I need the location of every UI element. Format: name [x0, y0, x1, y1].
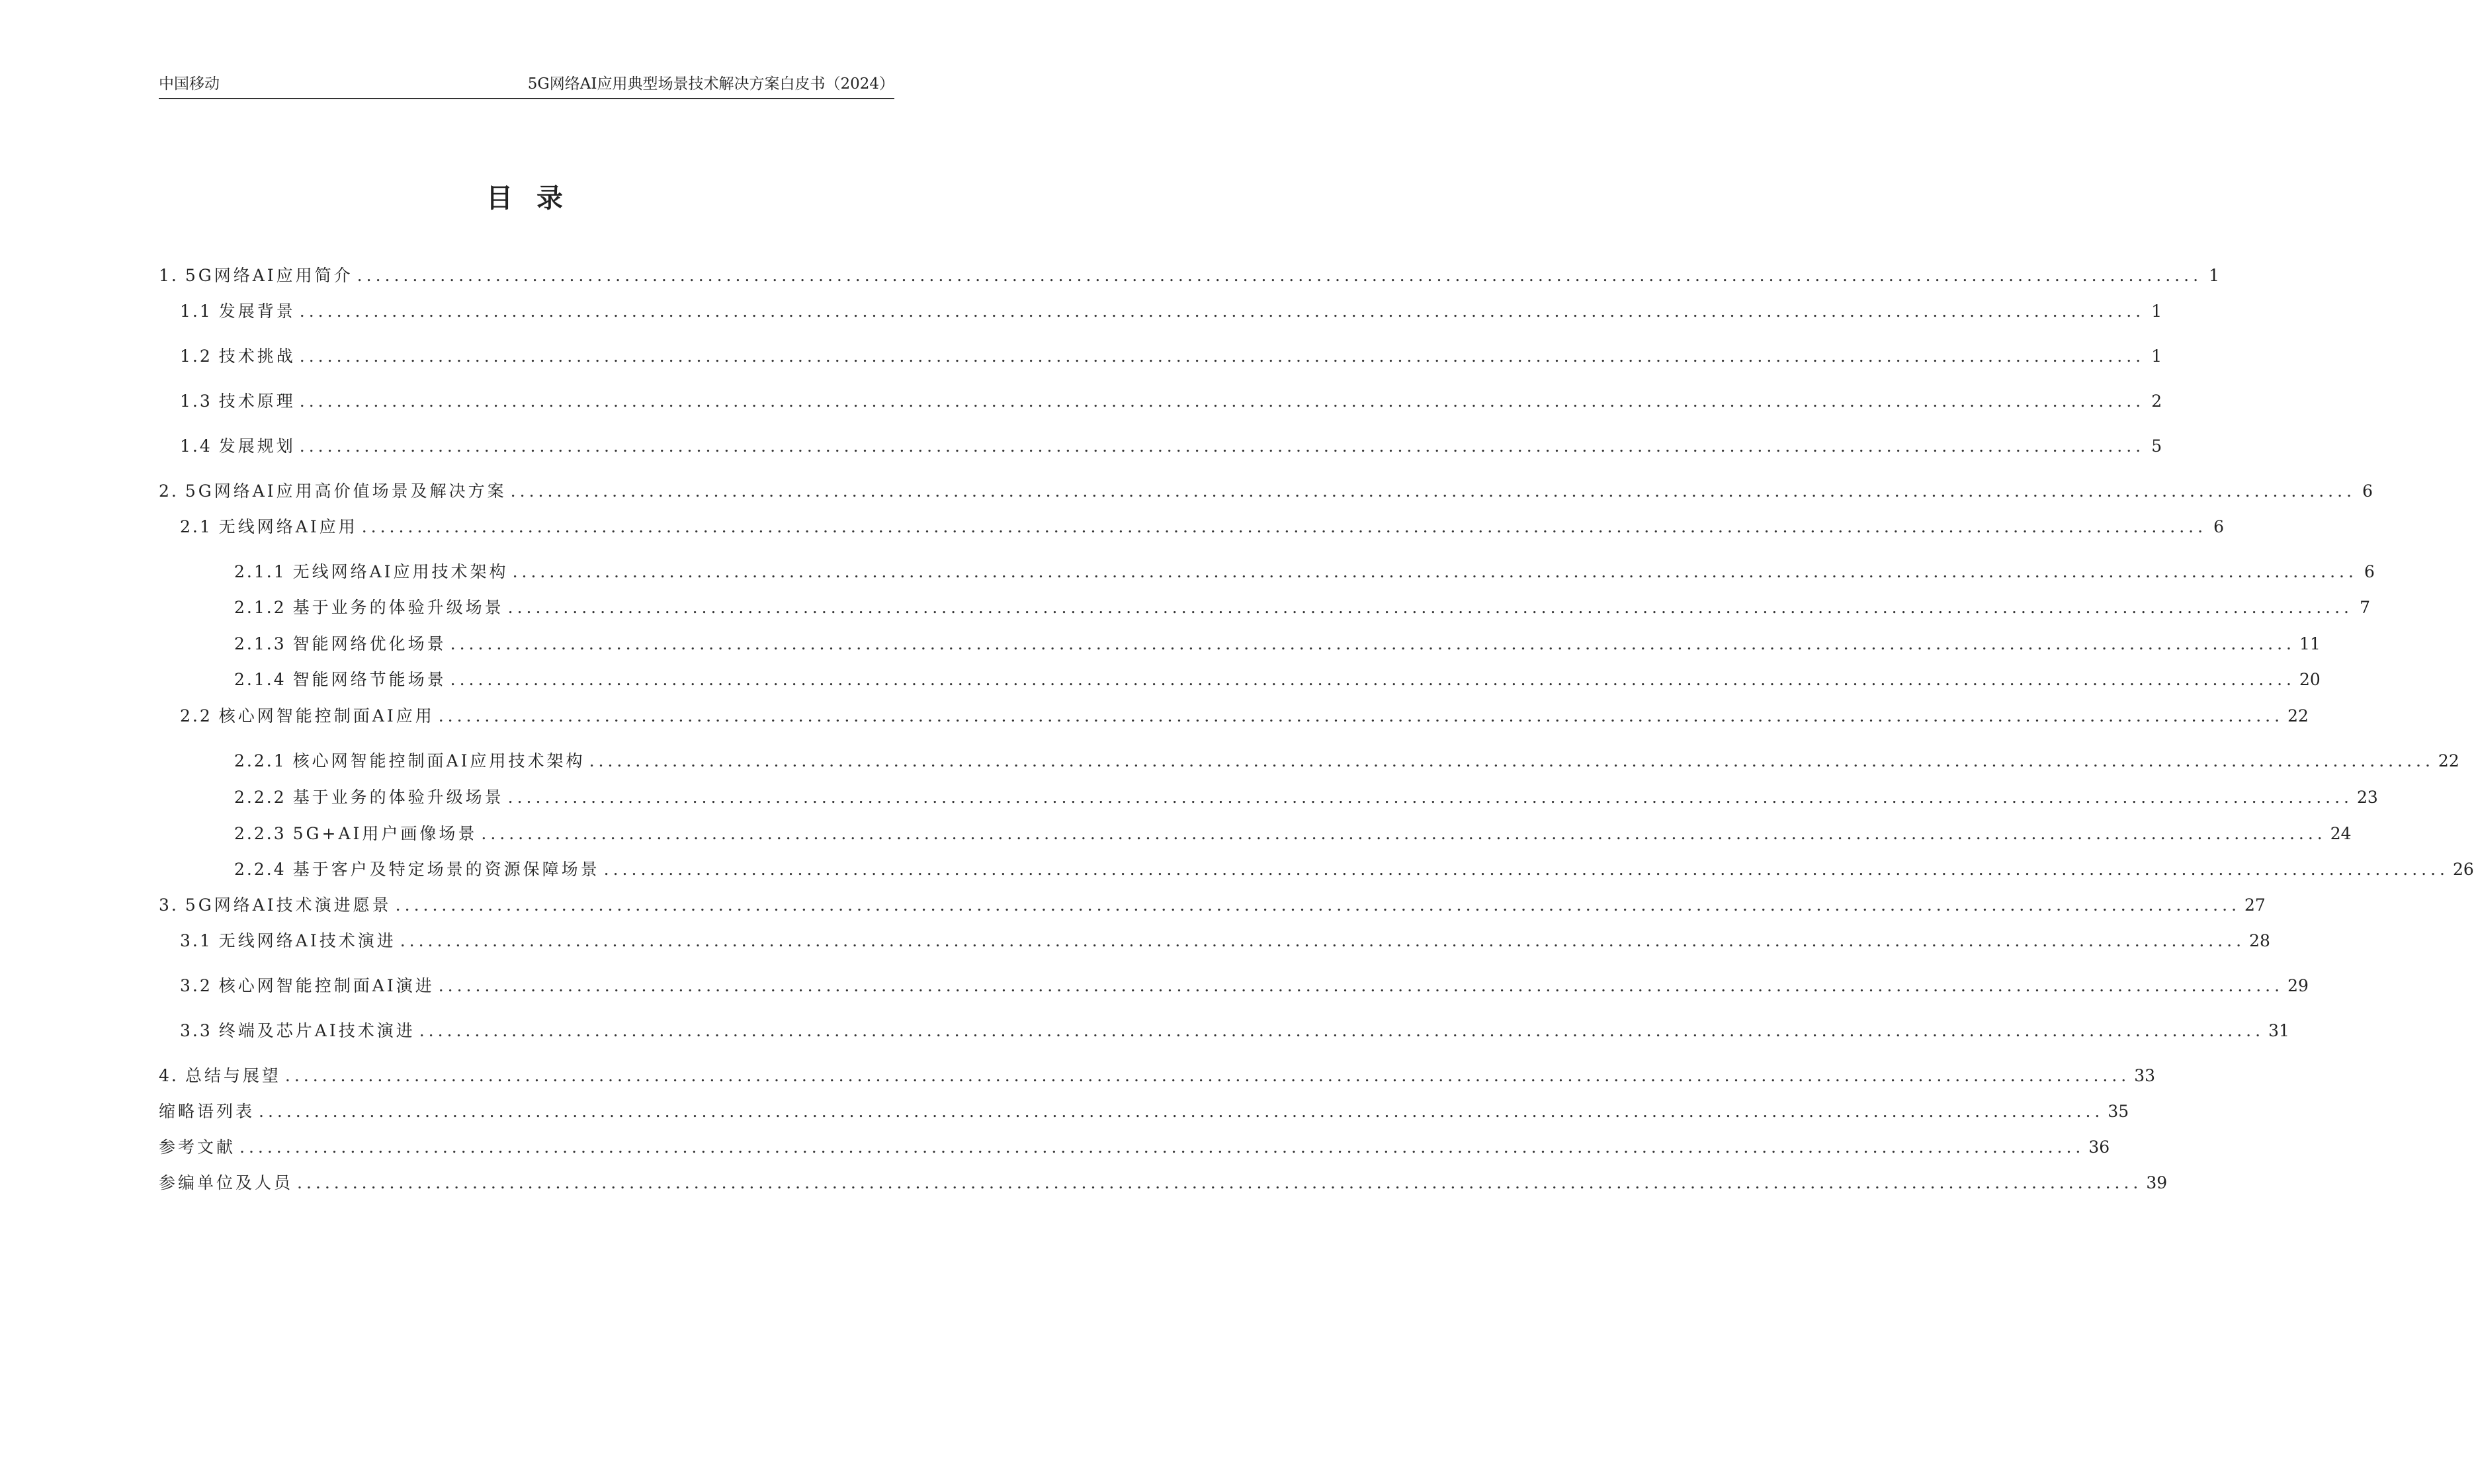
toc-dot-leader: ........................................................................................................................................................................................................ [419, 1021, 2265, 1040]
toc-entry-page: 5 [2151, 436, 2162, 456]
toc-entry-title: 终端及芯片AI技术演进 [218, 1021, 415, 1040]
toc-entry-title: 智能网络优化场景 [292, 634, 447, 653]
toc-entry[interactable] [234, 823, 2352, 845]
toc-entry-title: 无线网络AI应用技术架构 [292, 562, 509, 581]
toc-entry-title: 技术原理 [218, 392, 296, 411]
toc-entry[interactable] [180, 1020, 2289, 1042]
toc-entry-title: 发展背景 [218, 302, 296, 321]
toc-entry-page: 23 [2357, 788, 2378, 807]
toc-entry-number: 3. [159, 895, 179, 915]
toc-entry-page: 6 [2213, 517, 2225, 536]
toc-dot-leader: ........................................................................................................................................................................................................ [438, 706, 2284, 725]
toc-dot-leader: ........................................................................................................................................................................................................ [589, 751, 2434, 770]
toc-dot-leader: ........................................................................................................................................................................................................ [512, 562, 2358, 581]
toc-entry[interactable] [159, 894, 2266, 917]
toc-entry-number: 4. [159, 1066, 179, 1085]
toc-dot-leader: ........................................................................................................................................................................................................ [259, 1102, 2104, 1121]
toc-entry-title: 5G网络AI应用高价值场景及解决方案 [185, 481, 507, 501]
toc-dot-leader: ........................................................................................................................................................................................................ [361, 517, 2207, 536]
toc-entry-page: 26 [2453, 860, 2474, 879]
toc-entry-page: 2 [2151, 392, 2162, 411]
toc-entry-page: 6 [2362, 481, 2373, 501]
toc-entry-page: 39 [2146, 1173, 2168, 1192]
toc-entry-number: 1.1 [180, 302, 212, 321]
header-org: 中国移动 [159, 75, 220, 93]
toc-entry[interactable] [180, 390, 2162, 413]
toc-entry[interactable] [234, 858, 2474, 881]
toc-entry-title: 发展规划 [218, 436, 296, 456]
toc-entry-number: 1.3 [180, 392, 212, 411]
toc-entry-title: 5G网络AI技术演进愿景 [185, 895, 392, 915]
toc-entry[interactable] [234, 786, 2378, 809]
toc-dot-leader: ........................................................................................................................................................................................................ [450, 634, 2295, 653]
toc-entry-title: 无线网络AI应用 [218, 517, 358, 536]
toc-entry-title: 基于客户及特定场景的资源保障场景 [292, 860, 600, 879]
toc-dot-leader: ........................................................................................................................................................................................................ [400, 931, 2246, 950]
toc-entry-number: 2.1 [180, 517, 212, 536]
toc-entry-number: 2. [159, 481, 179, 501]
toc-dot-leader: ........................................................................................................................................................................................................ [299, 392, 2145, 411]
toc-entry[interactable] [180, 516, 2225, 538]
toc-entry-number: 3.1 [180, 931, 212, 950]
toc-entry-page: 22 [2438, 751, 2459, 770]
toc-dot-leader: ........................................................................................................................................................................................................ [438, 976, 2284, 995]
toc-entry-number: 2.2.4 [234, 860, 286, 879]
toc-title: 目录 [486, 183, 587, 214]
toc-dot-leader: ........................................................................................................................................................................................................ [239, 1137, 2085, 1157]
toc-entry[interactable] [234, 597, 2370, 619]
toc-entry-title: 参编单位及人员 [159, 1173, 294, 1192]
toc-entry-title: 基于业务的体验升级场景 [292, 788, 504, 807]
toc-entry-number: 2.1.1 [234, 562, 286, 581]
toc-dot-leader: ........................................................................................................................................................................................................ [299, 302, 2145, 321]
toc-entry-page: 36 [2088, 1137, 2110, 1157]
toc-entry-number: 1.4 [180, 436, 212, 456]
toc-dot-leader: ........................................................................................................................................................................................................ [395, 895, 2241, 915]
toc-entry-number: 2.2.2 [234, 788, 286, 807]
toc-entry-title: 缩略语列表 [159, 1102, 255, 1121]
toc-entry-title: 智能网络节能场景 [292, 670, 447, 689]
toc-entry[interactable] [234, 669, 2321, 691]
toc-entry-number: 2.1.2 [234, 598, 286, 617]
toc-entry[interactable] [234, 750, 2459, 772]
toc-entry-number: 1. [159, 266, 179, 285]
toc-entry-page: 35 [2108, 1102, 2129, 1121]
toc-entry-title: 5G+AI用户画像场景 [292, 824, 478, 843]
toc-dot-leader: ........................................................................................................................................................................................................ [357, 266, 2203, 285]
toc-entry-number: 2.2 [180, 706, 212, 725]
toc-dot-leader: ........................................................................................................................................................................................................ [481, 824, 2326, 843]
toc-entry-number: 2.1.4 [234, 670, 286, 689]
toc-dot-leader: ........................................................................................................................................................................................................ [603, 860, 2449, 879]
toc-dot-leader: ........................................................................................................................................................................................................ [297, 1173, 2143, 1192]
toc-entry[interactable] [234, 633, 2321, 655]
toc-entry[interactable] [180, 975, 2309, 997]
toc-entry-title: 核心网智能控制面AI应用 [218, 706, 435, 725]
toc-entry-number: 3.2 [180, 976, 212, 995]
toc-entry-title: 基于业务的体验升级场景 [292, 598, 504, 617]
toc-entry-page: 20 [2299, 670, 2321, 689]
toc-entry[interactable] [180, 705, 2309, 727]
toc-entry[interactable] [180, 345, 2162, 368]
toc-entry-title: 参考文献 [159, 1137, 236, 1157]
toc-entry[interactable] [180, 300, 2162, 323]
page-header [159, 74, 894, 99]
toc-entry[interactable] [159, 1136, 2110, 1159]
toc-entry-number: 2.1.3 [234, 634, 286, 653]
toc-entry-page: 29 [2287, 976, 2309, 995]
toc-entry-number: 2.2.1 [234, 751, 286, 770]
toc-entry-title: 总结与展望 [185, 1066, 281, 1085]
toc-entry-title: 核心网智能控制面AI应用技术架构 [292, 751, 585, 770]
header-doc-title: 5G网络AI应用典型场景技术解决方案白皮书（2024） [527, 75, 894, 93]
toc-entry-page: 24 [2330, 824, 2352, 843]
toc-entry[interactable] [159, 1100, 2129, 1123]
toc-entry-page: 31 [2268, 1021, 2289, 1040]
toc-entry-page: 11 [2299, 634, 2321, 653]
toc-entry-title: 5G网络AI应用简介 [185, 266, 353, 285]
toc-dot-leader: ........................................................................................................................................................................................................ [510, 481, 2356, 501]
toc-entry[interactable] [159, 1172, 2168, 1194]
toc-entry-number: 3.3 [180, 1021, 212, 1040]
toc-dot-leader: ........................................................................................................................................................................................................ [299, 347, 2145, 366]
toc-entry[interactable] [180, 435, 2162, 458]
toc-entry[interactable] [159, 265, 2220, 287]
toc-dot-leader: ........................................................................................................................................................................................................ [450, 670, 2295, 689]
toc-entry-title: 无线网络AI技术演进 [218, 931, 396, 950]
toc-entry-number: 1.2 [180, 347, 212, 366]
toc-dot-leader: ........................................................................................................................................................................................................ [284, 1066, 2131, 1085]
toc-entry-page: 22 [2287, 706, 2309, 725]
toc-entry-page: 1 [2151, 347, 2162, 366]
toc-entry-page: 1 [2209, 266, 2220, 285]
toc-entry-page: 28 [2249, 931, 2270, 950]
toc-entry-number: 2.2.3 [234, 824, 286, 843]
toc-dot-leader: ........................................................................................................................................................................................................ [507, 788, 2353, 807]
toc-entry-page: 27 [2244, 895, 2266, 915]
toc-entry[interactable] [180, 930, 2270, 952]
toc-entry[interactable] [234, 561, 2375, 583]
toc-entry[interactable] [159, 1065, 2156, 1087]
toc-entry-page: 1 [2151, 302, 2162, 321]
toc-entry-page: 6 [2364, 562, 2375, 581]
toc-dot-leader: ........................................................................................................................................................................................................ [299, 436, 2145, 456]
toc-entry[interactable] [159, 480, 2373, 503]
toc-entry-page: 33 [2134, 1066, 2156, 1085]
toc-entry-title: 技术挑战 [218, 347, 296, 366]
toc-dot-leader: ........................................................................................................................................................................................................ [507, 598, 2353, 617]
toc-entry-page: 7 [2360, 598, 2370, 617]
toc-entry-title: 核心网智能控制面AI演进 [218, 976, 435, 995]
